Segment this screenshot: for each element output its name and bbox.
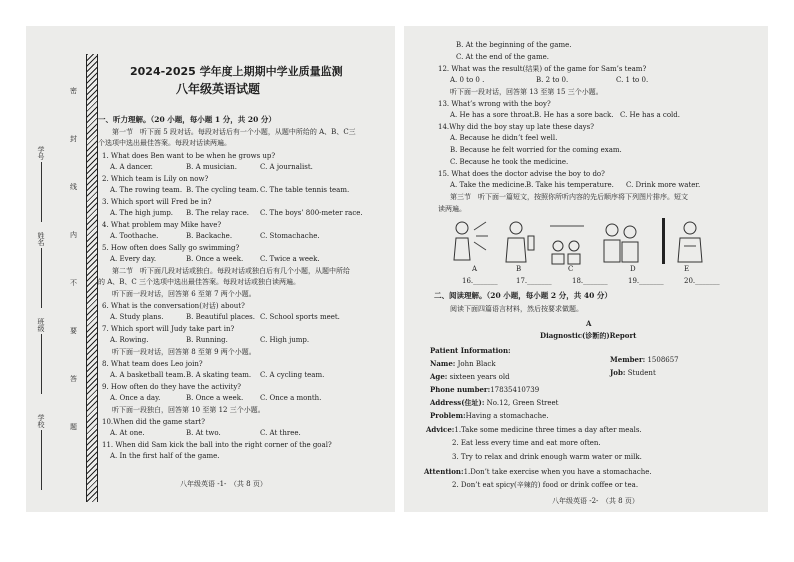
option-c[interactable]: C. Stomachache. [260,232,320,240]
picture-label: B [516,265,522,273]
listen-instruction: 听下面一段对话，回答第 6 至第 7 两个小题。 [112,290,256,298]
option-a[interactable]: A. Rowing. [110,336,149,344]
option-a[interactable]: A. Take the medicine. [450,181,527,189]
attention-item: 1.Don’t take exercise when you have a stomachache. [463,468,652,476]
question-6: 6. What is the conversation(对话) about? [102,302,245,310]
seal-char: 线 [70,183,77,191]
option-b[interactable]: B. 2 to 0. [536,76,569,84]
name-label: Name: [430,359,456,368]
option-a[interactable]: A. Every day. [110,255,157,263]
section-1-heading: 一、听力理解。（20 小题，每小题 1 分，共 20 分） [98,115,276,124]
option-b[interactable]: B. Take his temperature. [526,181,614,189]
student-id-line[interactable] [41,162,42,222]
part-1-instruction: 个选项中选出最佳答案。每段对话读两遍。 [98,139,231,147]
advice-item: 2. Eat less every time and eat more often. [452,439,601,447]
option-b[interactable]: B. At the beginning of the game. [456,41,572,49]
option-a[interactable]: A. A dancer. [110,163,153,171]
question-8: 8. What team does Leo join? [102,360,203,368]
name-row [430,360,496,368]
question-3: 3. Which sport will Fred be in? [102,198,212,206]
attention-row [424,468,652,476]
answer-blank[interactable]: 19._______ [628,277,664,285]
part-2-instruction: 的 A、B、C 三个选项中选出最佳答案。每段对话或独白读两遍。 [98,278,301,286]
exam-page-1 [26,26,395,512]
option-c[interactable]: C. Drink more water. [626,181,701,189]
question-13: 13. What’s wrong with the boy? [438,100,551,108]
option-c[interactable]: C. At three. [260,429,301,437]
option-a[interactable]: A. Because he didn’t feel well. [450,134,558,142]
option-a[interactable]: A. A basketball team. [110,371,186,379]
name-value: John Black [455,360,496,368]
advice-item: 1.Take some medicine three times a day after meals. [454,426,642,434]
option-b[interactable]: B. Beautiful places. [186,313,255,321]
option-c[interactable]: C. The boys’ 800-meter race. [260,209,363,217]
attention-item: 2. Don’t eat spicy(辛辣的) food or drink coffee or tea. [452,481,639,489]
answer-blank[interactable]: 18._______ [572,277,608,285]
picture-label: C [568,265,574,273]
age-value: sixteen years old [447,373,510,381]
exam-subtitle: 八年级英语试题 [176,82,261,96]
option-a[interactable]: A. The rowing team. [110,186,183,194]
exam-title: 2024-2025 学年度上期期中学业质量监测 [130,65,343,78]
option-b[interactable]: B. The cycling team. [186,186,259,194]
option-b[interactable]: B. A skating team. [186,371,252,379]
question-9: 9. How often do they have the activity? [102,383,242,391]
option-b[interactable]: B. He has a sore back. [534,111,614,119]
option-c[interactable]: C. The table tennis team. [260,186,350,194]
class-label: 班级 [37,318,45,332]
option-a[interactable]: A. Study plans. [110,313,164,321]
question-11: 11. When did Sam kick the ball into the right corner of the goal? [102,441,332,449]
option-b[interactable]: B. Running. [186,336,228,344]
option-c[interactable]: C. A journalist. [260,163,313,171]
option-c[interactable]: C. At the end of the game. [456,53,549,61]
age-label: Age: [430,372,448,381]
listen-instruction: 听下面一段独白，回答第 10 至第 12 三个小题。 [112,406,265,414]
age-row [430,373,510,381]
part-2-instruction: 第二节 听下面几段对话或独白。每段对话或独白后有几个小题，从题中所给 [112,267,350,275]
option-b[interactable]: B. Backache. [186,232,233,240]
address-label: Address(住址): [430,398,485,407]
picture-label: E [684,265,690,273]
answer-blank[interactable]: 20._______ [684,277,720,285]
option-b[interactable]: B. Once a week. [186,255,244,263]
problem-value: Having a stomachache. [465,412,549,420]
part-1-instruction: 第一节 听下面 5 段对话。每段对话后有一个小题，从题中所给的 A、B、C三 [112,128,356,136]
job-row [610,369,656,377]
problem-row [430,412,549,420]
picture-c-illustration [546,216,588,266]
seal-hatch-line [86,54,98,502]
question-7: 7. Which sport will Judy take part in? [102,325,235,333]
seal-char: 内 [70,231,77,239]
reading-instruction: 阅读下面四篇语言材料，然后按要求做题。 [450,305,583,313]
job-value: Student [625,369,656,377]
job-label: Job: [610,368,626,377]
option-b[interactable]: B. Because he felt worried for the coming exam. [450,146,622,154]
listen-instruction: 听下面一段对话，回答第 8 至第 9 两个小题。 [112,348,256,356]
student-name-label: 姓名 [37,232,45,246]
option-c[interactable]: C. He has a cold. [620,111,681,119]
question-1: 1. What does Ben want to be when he grows up? [102,152,276,160]
picture-divider [662,218,665,264]
option-a[interactable]: A. In the first half of the game. [110,452,220,460]
school-label: 学校 [37,414,45,428]
seal-char: 题 [70,423,77,431]
school-line[interactable] [41,430,42,490]
seal-char: 封 [70,135,77,143]
problem-label: Problem: [430,411,466,420]
option-a[interactable]: A. 0 to 0 . [450,76,485,84]
advice-label: Advice: [426,425,455,434]
question-4: 4. What problem may Mike have? [102,221,222,229]
picture-a-illustration [450,216,492,266]
option-a[interactable]: A. Once a day. [110,394,161,402]
option-c[interactable]: C. School sports meet. [260,313,340,321]
answer-blank[interactable]: 16._______ [462,277,498,285]
question-10: 10.When did the game start? [102,418,205,426]
passage-label: A [586,319,592,328]
seal-char: 密 [70,87,77,95]
member-label: Member: [610,355,646,364]
attention-label: Attention: [424,467,464,476]
part-3-instruction: 读两遍。 [438,205,466,213]
address-value: No.12, Green Street [484,399,559,407]
question-15: 15. What does the doctor advise the boy to do? [438,170,605,178]
address-row [430,399,559,407]
seal-char: 要 [70,327,77,335]
option-b[interactable]: B. Once a week. [186,394,244,402]
option-c[interactable]: C. High jump. [260,336,310,344]
option-c[interactable]: C. Twice a week. [260,255,320,263]
option-a[interactable]: A. Toothache. [110,232,159,240]
picture-b-illustration [498,216,540,266]
option-c[interactable]: C. A cycling team. [260,371,325,379]
picture-label: D [630,265,636,273]
student-id-label: 学号 [37,146,45,160]
answer-blank[interactable]: 17._______ [516,277,552,285]
patient-info-heading: Patient Information: [430,346,511,355]
question-12: 12. What was the result(结果) of the game for Sam’s team? [438,65,647,73]
phone-label: Phone number: [430,385,491,394]
phone-value: 17835410739 [490,386,540,394]
picture-label: A [472,265,478,273]
picture-d-illustration [600,216,642,266]
option-c[interactable]: C. 1 to 0. [616,76,649,84]
option-a[interactable]: A. At one. [110,429,145,437]
option-a[interactable]: A. The high jump. [110,209,174,217]
seal-char: 不 [70,279,77,287]
phone-row [430,386,539,394]
question-5: 5. How often does Sally go swimming? [102,244,240,252]
exam-page-2 [404,26,768,512]
option-c[interactable]: C. Because he took the medicine. [450,158,569,166]
binding-margin [26,26,98,512]
page-footer: 八年级英语 -1- （共 8 页） [180,480,267,488]
listen-instruction: 听下面一段对话，回答第 13 至第 15 三个小题。 [450,88,603,96]
option-c[interactable]: C. Once a month. [260,394,322,402]
page-footer: 八年级英语 -2- （共 8 页） [552,497,639,505]
advice-row [426,426,642,434]
option-b[interactable]: B. At two. [186,429,221,437]
question-14: 14.Why did the boy stay up late these days? [438,123,594,131]
student-name-line[interactable] [41,248,42,308]
question-2: 2. Which team is Lily on now? [102,175,209,183]
member-row [610,356,679,364]
option-a[interactable]: A. He has a sore throat. [450,111,535,119]
advice-item: 3. Try to relax and drink enough warm water or milk. [452,453,642,461]
member-value: 1508657 [645,356,679,364]
part-3-instruction: 第三节 听下面一篇短文，按照你所听内容的先后顺序将下列图片排序。短文 [450,193,688,201]
option-b[interactable]: B. A musician. [186,163,237,171]
seal-char: 答 [70,375,77,383]
option-b[interactable]: B. The relay race. [186,209,250,217]
report-title: Diagnostic(诊断的)Report [540,331,637,340]
class-line[interactable] [41,334,42,394]
picture-e-illustration [670,216,712,266]
section-2-heading: 二、阅读理解。（20 小题，每小题 2 分，共 40 分） [434,291,612,300]
